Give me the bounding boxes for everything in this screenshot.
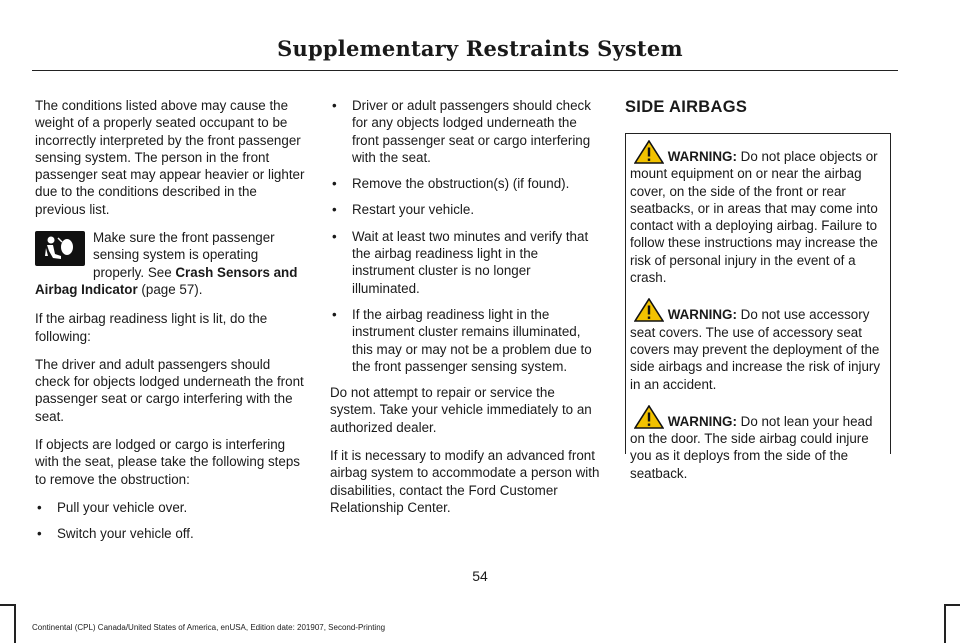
warning xyxy=(630,140,890,286)
warning xyxy=(630,298,890,392)
warnings xyxy=(630,140,890,494)
steps-list xyxy=(330,97,602,375)
page-title: Supplementary Restraints System xyxy=(277,36,683,61)
list-item: • Remove the obstruction(s) (if found). xyxy=(330,175,602,192)
list-item: • If the airbag readiness light in the instrument cluster remains illuminated, this may or may not be a problem due to the front passenger sensing system. xyxy=(330,306,602,375)
warning-text: Do not use accessory seat covers. The use of accessory seat covers may prevent the deployment of the side airbags and increase the risk of injury in an accident. xyxy=(630,307,881,392)
edition-footer: Continental (CPL) Canada/United States of America, enUSA, Edition date: 201907, Second-Printing xyxy=(32,623,386,632)
page-number: 54 xyxy=(472,568,488,584)
crash-sensors-link[interactable]: Crash Sensors and Airbag Indicator xyxy=(35,264,298,297)
warning-triangle-icon xyxy=(634,298,664,322)
list-item: • Switch your vehicle off. xyxy=(35,525,307,542)
paragraph: Do not attempt to repair or service the system. Take your vehicle immediately to an authorized dealer. xyxy=(330,385,592,435)
warning-label: WARNING: xyxy=(667,307,737,323)
paragraph: The conditions listed above may cause the weight of a properly seated occupant to be incorrectly interpreted by the front passenger sensing system. The person in the front passenger seat may appear heavier or lighter due to the conditions described in the previous list. xyxy=(35,98,305,217)
crop-mark xyxy=(0,604,14,606)
crop-mark xyxy=(14,604,16,643)
page-reference: (page 57). xyxy=(141,281,203,297)
warning-triangle-icon xyxy=(634,140,664,164)
warning-label: WARNING: xyxy=(667,413,737,429)
warning-text: Do not place objects or mount equipment on or near the airbag cover, on the side of the front or rear seatbacks, or in areas that may come into contact with a deploying airbag. Failure to follow these instructions may increase the risk of personal injury in the event of a crash. xyxy=(630,149,878,286)
list-item: • Pull your vehicle over. xyxy=(35,499,307,516)
passenger-airbag-icon xyxy=(35,231,85,266)
note-text: Make sure the front passenger sensing system is operating properly. See xyxy=(93,230,275,280)
warning-text: Do not lean your head on the door. The side airbag could injure you as it deploys from the side of the seatback. xyxy=(630,413,873,481)
paragraph: If it is necessary to modify an advanced front airbag system to accommodate a person with disabilities, contact the Ford Customer Relationship Center. xyxy=(330,448,600,515)
list-item: • Wait at least two minutes and verify that the airbag readiness light in the instrument cluster is no longer illuminated. xyxy=(330,228,602,297)
warning xyxy=(630,405,890,482)
list-item: • Driver or adult passengers should check for any objects lodged underneath the front passenger seat or cargo interfering with the seat. xyxy=(330,97,602,166)
column-1 xyxy=(35,97,307,552)
warning-label: WARNING: xyxy=(667,149,737,164)
paragraph: The driver and adult passengers should check for objects lodged underneath the front passenger seat or cargo interfering with the seat. xyxy=(35,356,304,424)
crop-mark xyxy=(944,604,960,606)
warning-triangle-icon xyxy=(634,405,664,429)
paragraph: If the airbag readiness light is lit, do the following: xyxy=(35,311,268,344)
column-3 xyxy=(625,97,891,116)
column-2 xyxy=(330,97,602,527)
paragraph: If objects are lodged or cargo is interfering with the seat, please take the following steps to remove the obstruction: xyxy=(35,437,300,487)
list-item: • Restart your vehicle. xyxy=(330,201,602,218)
title-rule xyxy=(32,70,898,71)
steps-list xyxy=(35,499,307,543)
crop-mark xyxy=(944,604,946,643)
airbag-indicator-note xyxy=(35,229,307,298)
section-heading: SIDE AIRBAGS xyxy=(625,98,748,116)
